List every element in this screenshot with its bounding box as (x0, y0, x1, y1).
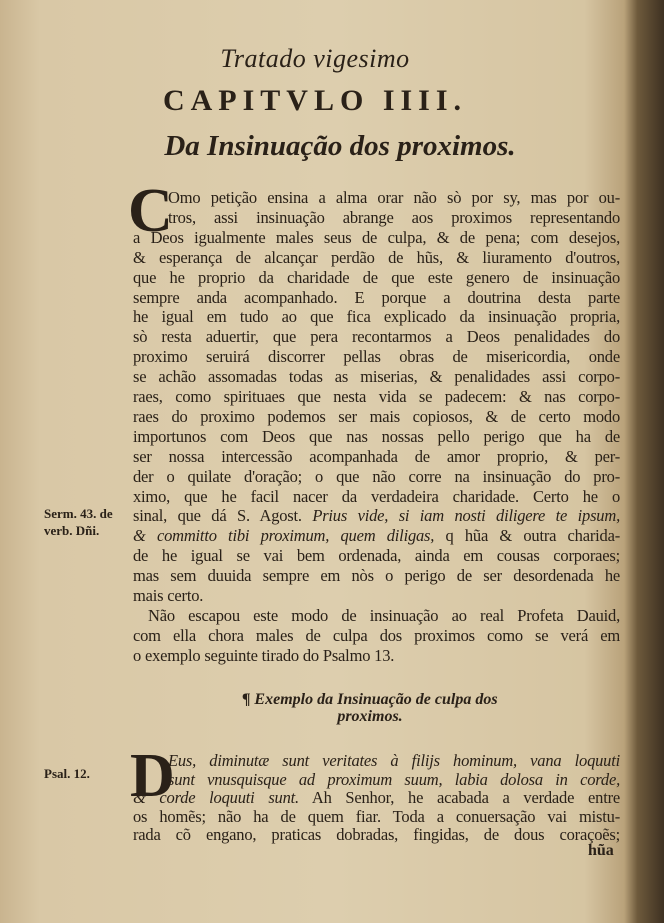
text-line (133, 407, 620, 426)
example-heading-line-1: ¶ Exemplo da Insinuação de culpa dos (242, 691, 498, 708)
margin-note-line: Serm. 43. de (44, 506, 113, 521)
text-segment: proximo seruirá discorrer pellas obras de misericordia, onde (133, 347, 620, 367)
text-segment: com ella chora males de culpa dos proximos como se verá em (133, 626, 620, 645)
catchword: hũa (588, 842, 614, 859)
text-segment: tros, assi insinuação abrange aos proximos representando (168, 207, 620, 227)
running-head: Tratado vigesimo (220, 44, 410, 73)
text-line (148, 606, 620, 625)
text-line (133, 367, 620, 386)
text-segment: o exemplo seguinte tirado do Psalmo 13. (133, 646, 395, 665)
margin-note-line: verb. Dñi. (44, 523, 100, 538)
text-line (168, 751, 620, 770)
text-segment: sinal, que dá S. Agost. (133, 506, 313, 526)
text-line (133, 825, 620, 844)
latin-quote: & corde loquuti sunt. (133, 788, 299, 808)
latin-quote: Eus, diminutæ sunt veritates à filijs hominum, vana loquuti (168, 751, 620, 770)
text-segment: rada cõ engano, praticas dobradas, fingidas, de dous coraçoẽs; (133, 825, 620, 845)
text-segment: Não escapou este modo de insinuação ao real Profeta Dauid, (148, 606, 620, 625)
text-line (133, 807, 620, 826)
latin-quote: sunt vnusquisque ad proximum suum, labia dolosa in corde, (168, 769, 620, 789)
text-segment: importunos com Deos que nas nossas pello perigo que ha de (133, 426, 620, 446)
text-line (133, 248, 620, 267)
text-line (133, 447, 620, 466)
text-line (133, 526, 620, 545)
text-line (133, 487, 620, 506)
text-segment: de he igual se vai bem ordenada, ainda em cousas corporaes; (133, 546, 620, 566)
text-segment: he igual em tudo ao que fica explicado da insinuação propria, (133, 307, 620, 327)
text-line (133, 307, 620, 326)
drop-cap-c: C (128, 177, 173, 245)
text-segment: der o quilate d'oração; o que não corre na insinuação do pro- (133, 466, 620, 486)
margin-note-psalm: Psal. 12. (44, 766, 90, 781)
text-line (133, 387, 620, 406)
text-line (133, 788, 620, 807)
text-line (133, 646, 620, 665)
text-segment: Omo petição ensina a alma orar não sò por sy, mas por ou- (168, 188, 620, 207)
text-segment: a Deos igualmente males seus de culpa, & de pena; com desejos, (133, 227, 620, 247)
text-line (133, 268, 620, 287)
text-segment: os homẽs; não ha de quem fiar. Toda a conuersação vai mistu- (133, 806, 620, 826)
margin-note-serm (44, 505, 113, 539)
text-line (133, 327, 620, 346)
text-segment: que he proprio da charidade de que este genero de insinuação (133, 267, 620, 287)
text-line (168, 208, 620, 227)
text-segment: raes do proximo podemos ser mais copiosos, & de certo modo (133, 406, 620, 426)
text-segment: se achão assomadas todas as miserias, & penalidades assi corpo- (133, 367, 620, 387)
text-segment: raes, como spirituaes que nesta vida se padecem: & nas corpo- (133, 387, 620, 406)
drop-cap-d: D (130, 742, 175, 810)
latin-quote: Prius vide, si iam nosti diligere te ipsum, (312, 506, 620, 526)
text-segment: & esperança de alcançar perdão de hũs, & liuramento d'outros, (133, 247, 620, 267)
text-segment: sempre anda acompanhado. E porque a doutrina desta parte (133, 287, 620, 307)
chapter-title: Da Insinuação dos proximos. (164, 130, 516, 162)
text-segment: ser nossa intercessão acompanhada de amor proprio, & per- (133, 446, 620, 466)
text-line (133, 347, 620, 366)
text-segment: sò resta aduertir, que pera recontarmos a Deos penalidades do (133, 327, 620, 347)
chapter-heading: CAPITVLO IIII. (162, 84, 468, 117)
text-line (133, 586, 620, 605)
latin-quote: & committo tibi proximum, quem diligas, (133, 526, 435, 546)
text-line (133, 506, 620, 525)
text-line (133, 626, 620, 645)
text-line (168, 770, 620, 789)
text-line (133, 427, 620, 446)
text-line (133, 467, 620, 486)
example-heading-line-2: proximos. (337, 708, 403, 725)
text-segment: ximo, que he facil nacer da verdadeira charidade. Certo he o (133, 486, 620, 506)
text-line (168, 188, 620, 207)
text-line (133, 566, 620, 585)
text-segment: mas sem duuida sempre em nòs o perigo de ser desordenada he (133, 566, 620, 586)
text-line (133, 546, 620, 565)
text-segment: mais certo. (133, 586, 204, 605)
text-segment: Ah Senhor, he acabada a verdade entre (298, 788, 620, 808)
text-line (133, 228, 620, 247)
text-line (133, 288, 620, 307)
text-segment: q hũa & outra charida- (434, 526, 620, 546)
